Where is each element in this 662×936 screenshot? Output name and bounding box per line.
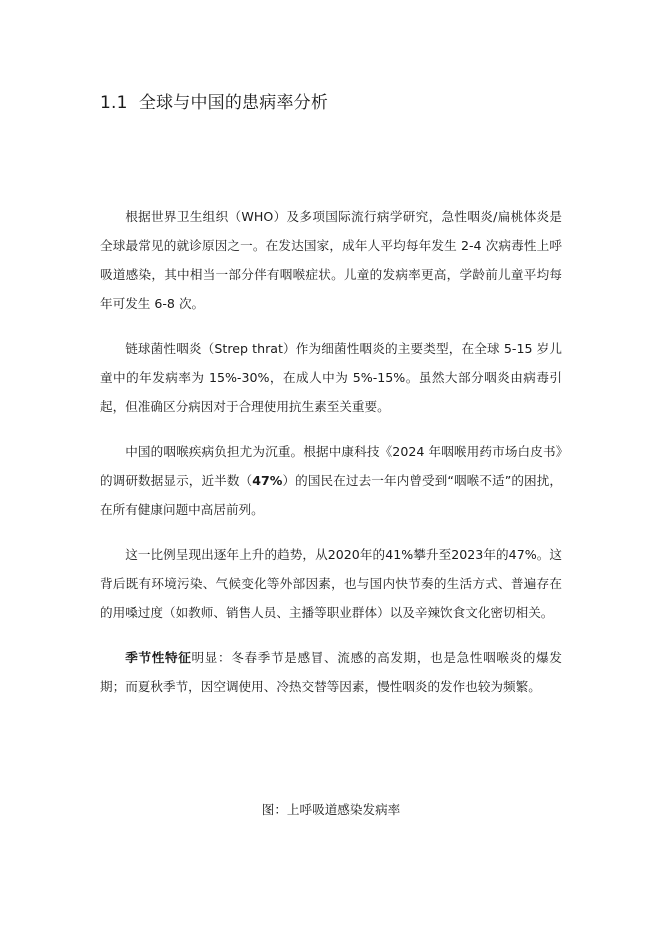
section-heading [100, 88, 328, 113]
section-number: 1.1 [100, 93, 128, 113]
china-burden-text-after: ）的国民在过去一年内曾受到“咽喉不适”的困扰，在所有健康问题中高居前列。 [100, 473, 562, 517]
paragraph-china-burden [100, 437, 562, 524]
seasonality-text: 明显：冬春季节是感冒、流感的高发期，也是急性咽喉炎的爆发期；而夏秋季节，因空调使用、冷热交替等因素，慢性咽炎的发作也较为频繁。 [100, 650, 563, 694]
china-burden-highlight: 47% [252, 473, 283, 488]
paragraph-global-incidence: 根据世界卫生组织（WHO）及多项国际流行病学研究，急性咽炎/扁桃体炎是全球最常见的就诊原因之一。在发达国家，成年人平均每年发生 2-4 次病毒性上呼吸道感染，其中相当一部分伴有咽喉症状。儿童的发病率更高，学龄前儿童平均每年可发生 6-8 次。 [100, 209, 562, 311]
body-text [100, 202, 562, 717]
seasonality-lead: 季节性特征 [125, 650, 192, 665]
paragraph-strep-throat: 链球菌性咽炎（Strep thrat）作为细菌性咽炎的主要类型，在全球 5-15 岁儿童中的年发病率为 15%-30%，在成人中为 5%-15%。虽然大部分咽炎由病毒引起，但准确区分病因对于合理使用抗生素至关重要。 [100, 341, 562, 414]
figure-caption: 图：上呼吸道感染发病率 [261, 802, 401, 817]
section-title-text: 全球与中国的患病率分析 [138, 93, 329, 113]
paragraph-seasonality [100, 643, 562, 701]
paragraph-rising-trend: 这一比例呈现出逐年上升的趋势，从2020年的41%攀升至2023年的47%。这背后既有环境污染、气候变化等外部因素，也与国内快节奏的生活方式、普遍存在的用嗓过度（如教师、销售人员、主播等职业群体）以及辛辣饮食文化密切相关。 [100, 547, 562, 620]
china-burden-text-before: 中国的咽喉疾病负担尤为沉重。根据中康科技《2024 年咽喉用药市场白皮书》的调研数据显示，近半数（ [100, 444, 562, 488]
